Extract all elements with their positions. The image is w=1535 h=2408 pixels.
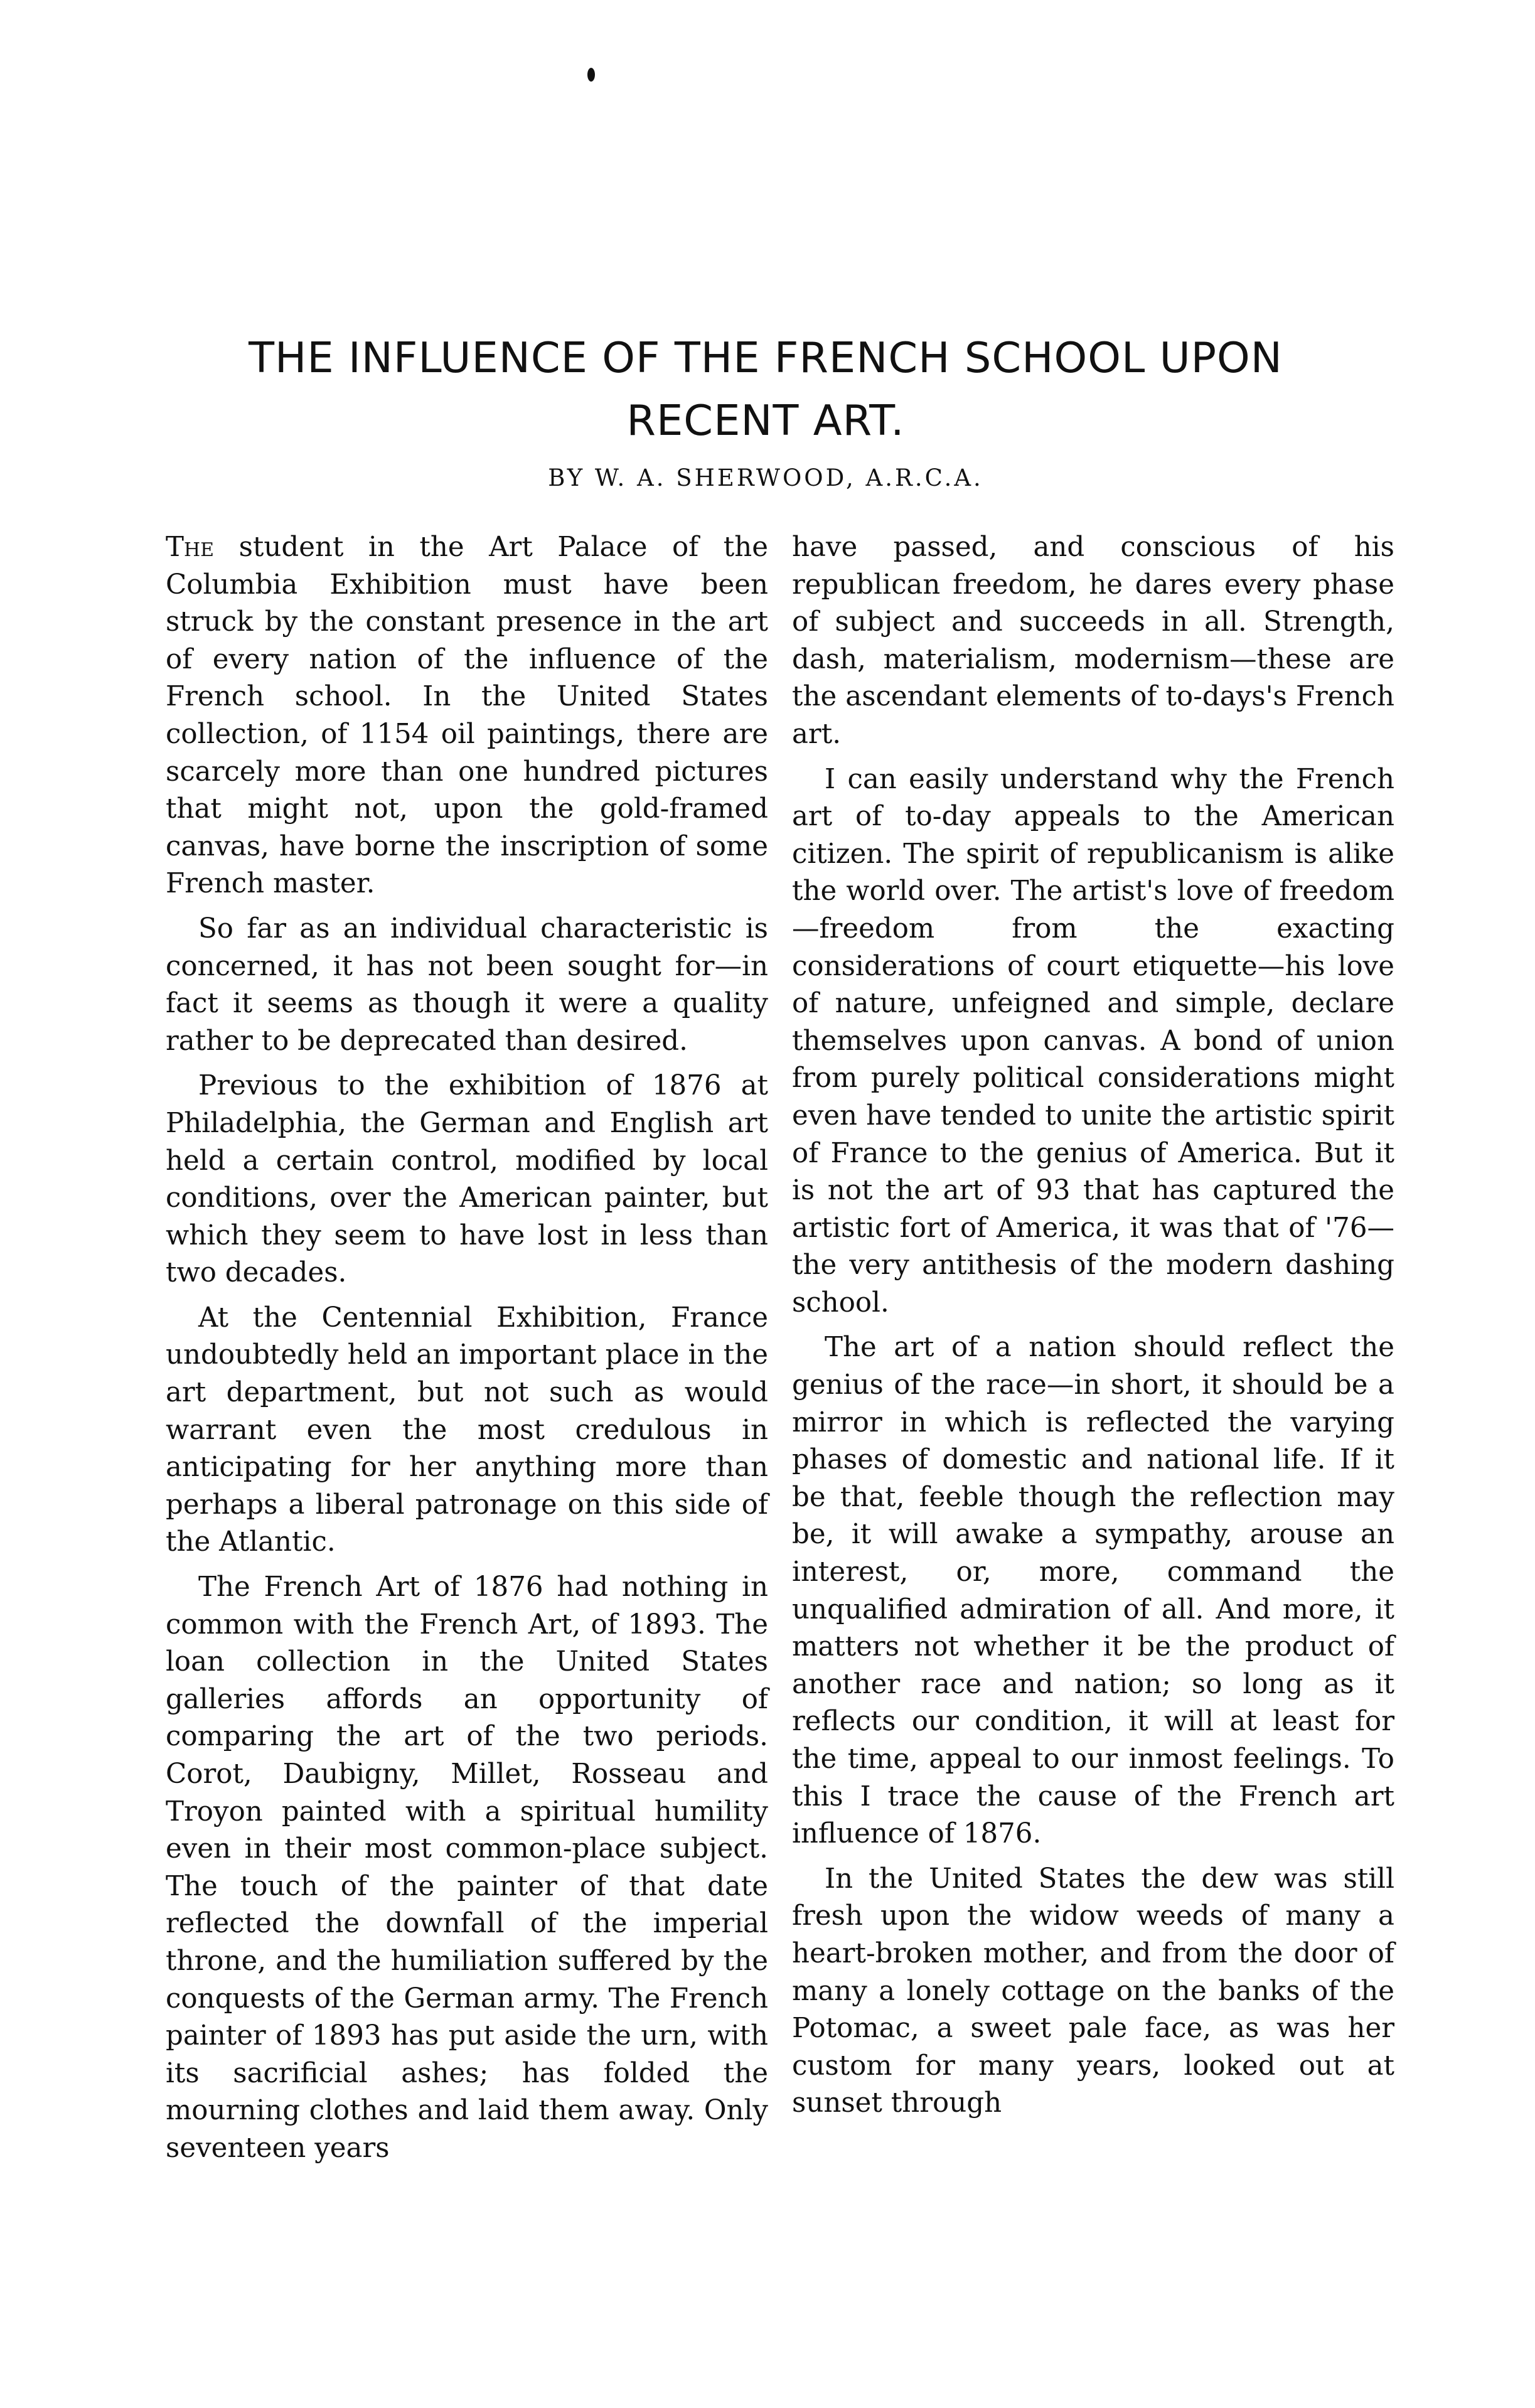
- paragraph: The French Art of 1876 had nothing in common with the French Art, of 1893. The loan collection in the United States galleries affords an opportunity of comparing the art of the two periods. Corot, Daubigny, Millet, Rosseau and Troyon painted with a spiritual humility even in their most common-place subject. The touch of the painter of that date reflected the downfall of the imperial throne, and the humiliation suffered by the conquests of the German army. The French painter of 1893 has put aside the urn, with its sacrificial ashes; has folded the mourning clothes and laid them away. Only seventeen years: [166, 1571, 768, 2164]
- left-column: [166, 529, 768, 2175]
- paragraph-lead: The: [166, 532, 215, 563]
- paragraph: Previous to the exhibition of 1876 at Philadelphia, the German and English art held a certain control, modified by local conditions, over the American painter, but which they seem to have lost in less than two decades.: [166, 1070, 768, 1289]
- paragraph: So far as an individual characteristic is concerned, it has not been sought for—in fact it seems as though it were a quality rather to be deprecated than desired.: [166, 912, 768, 1057]
- title-line-1: THE INFLUENCE OF THE FRENCH SCHOOL UPON: [249, 333, 1283, 382]
- paragraph: have passed, and conscious of his republican freedom, he dares every phase of subject and succeeds in all. Strength, dash, materialism, modernism—these are the ascendant elements of to-days's French art.: [792, 532, 1394, 750]
- paragraph: In the United States the dew was still fresh upon the widow weeds of many a heart-broken mother, and from the door of many a lonely cottage on the banks of the Potomac, a sweet pale face, as was her custom for many years, looked out at sunset through: [792, 1863, 1394, 2119]
- paragraph: The art of a nation should reflect the genius of the race—in short, it should be a mirror in which is reflected the varying phases of domestic and national life. If it be that, feeble though the reflection may be, it will awake a sympathy, arouse an interest, or, more, command the unqualified admiration of all. And more, it matters not whether it be the product of another race and nation; so long as it reflects our condition, it will at least for the time, appeal to our inmost feelings. To this I trace the cause of the French art influence of 1876.: [792, 1332, 1394, 1850]
- ink-dot: [587, 68, 595, 82]
- right-column: [792, 529, 1394, 2130]
- paragraph-text: student in the Art Palace of the Columbia Exhibition must have been struck by the constant presence in the art of every nation of the influence of the French school. In the United States collection, of 1154 oil paintings, there are scarcely more than one hundred pictures that might not, upon the gold-framed canvas, have borne the inscription of some French master.: [166, 532, 768, 900]
- title-line-2: RECENT ART.: [626, 396, 905, 445]
- paragraph: I can easily understand why the French art of to-day appeals to the American citizen. The spirit of republicanism is alike the world over. The artist's love of freedom—freedom from the exacting considerations of court etiquette—his love of nature, unfeigned and simple, declare themselves upon canvas. A bond of union from purely political considerations might even have tended to unite the artistic spirit of France to the genius of America. But it is not the art of 93 that has captured the artistic fort of America, it was that of '76—the very antithesis of the modern dashing school.: [792, 763, 1394, 1319]
- paragraph: [166, 529, 768, 903]
- article-title: [163, 326, 1368, 452]
- byline: BY W. A. SHERWOOD, A.R.C.A.: [548, 464, 983, 491]
- paragraph: At the Centennial Exhibition, France undoubtedly held an important place in the art department, but not such as would warrant even the most credulous in anticipating for her anything more than perhaps a liberal patronage on this side of the Atlantic.: [166, 1302, 768, 1558]
